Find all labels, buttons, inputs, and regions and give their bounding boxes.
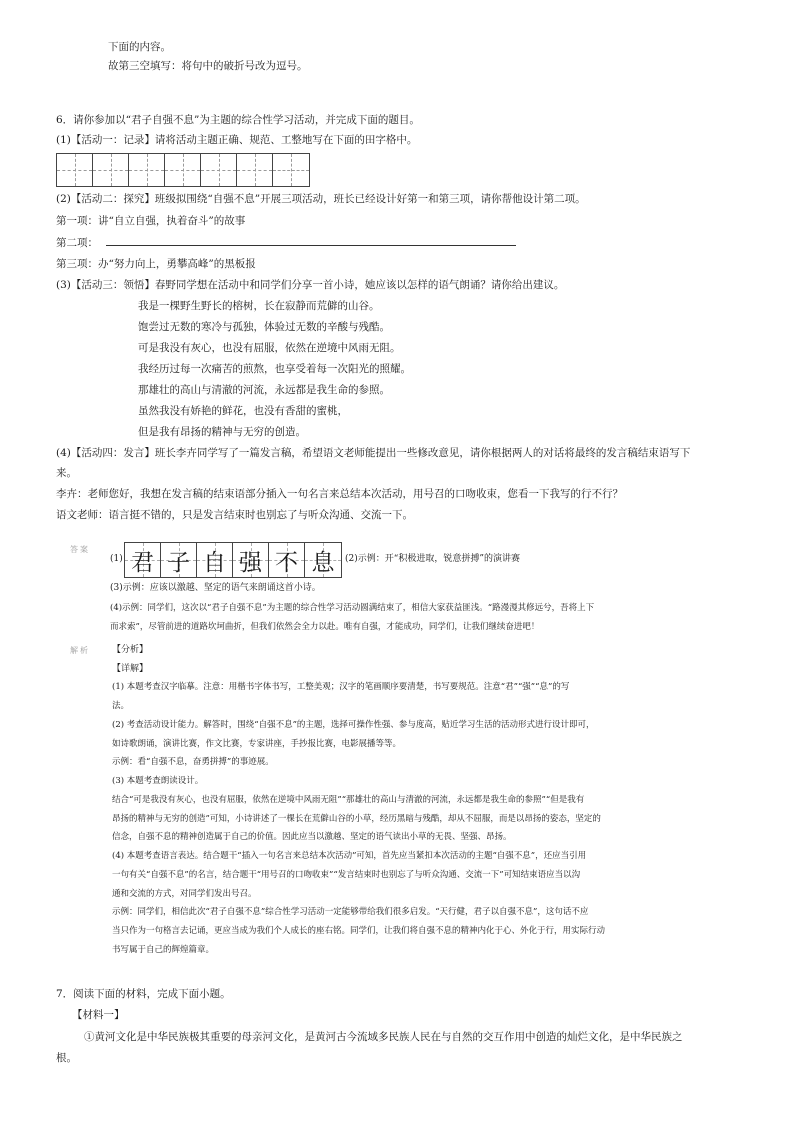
poem-line: 虽然我没有娇艳的鲜花，也没有香甜的蜜桃， [138, 405, 348, 417]
analysis-heading: 【分析】 [112, 645, 149, 655]
material-paragraph: ①黄河文化是中华民族极其重要的母亲河文化，是黄河古今流域多民族人民在与自然的交互作用中创造的灿烂文化，是中华民族之 [84, 1031, 683, 1043]
answer-part-4: (4)示例：同学们，这次以“君子自强不息”为主题的综合性学习活动圆满结束了，相信大家获益匪浅。“路漫漫其修远兮，吾将上下 [110, 603, 595, 613]
analysis-label: 解析 [70, 646, 90, 655]
answer-char-cell: 不 [269, 543, 305, 577]
analysis-line: 当只作为一句格言去记诵，更应当成为我们个人成长的座右铭。同学们，让我们将自强不息的精神内化于心、外化于行，用实际行动 [112, 926, 606, 936]
writing-grid[interactable] [56, 153, 310, 187]
item-1: 第一项：讲“自立自强，执着奋斗”的故事 [56, 215, 246, 227]
analysis-line: (3) 本题考查朗读设计。 [112, 776, 204, 786]
dialog-line: 李卉：老师您好，我想在发言稿的结束语部分插入一句名言来总结本次活动，用号召的口吻收束，您看一下我写的行不行？ [56, 488, 623, 500]
item-2: 第二项： [56, 237, 98, 249]
answer-part-1: (1) [110, 554, 123, 564]
grid-cell[interactable] [129, 154, 165, 186]
poem-line: 可是我没有灰心，也没有屈服，依然在逆境中风雨无阻。 [138, 342, 401, 354]
answer-char-cell: 强 [233, 543, 269, 577]
question-6-title: 6．请你参加以“君子自强不息”为主题的综合性学习活动，并完成下面的题目。 [56, 114, 420, 126]
answer-label: 答案 [70, 545, 90, 554]
poem-line: 那雄壮的高山与清澈的河流，永远都是我生命的参照。 [138, 384, 390, 396]
activity-3: (3)【活动三：领悟】春野同学想在活动中和同学们分享一首小诗，她应该以怎样的语气朗诵？请你给出建议。 [56, 279, 565, 291]
answer-part-3: (3)示例：应该以激越、坚定的语气来朗诵这首小诗。 [110, 583, 321, 593]
analysis-line: 法。 [112, 701, 130, 711]
analysis-line: 信念，自强不息的精神创造属于自己的价值。因此应当以激越、坚定的语气读出小草的无畏、坚强、昂扬。 [112, 832, 512, 842]
analysis-line: 示例：看“自强不息，奋勇拼搏”的事迹展。 [112, 757, 274, 767]
grid-cell[interactable] [201, 154, 237, 186]
analysis-line: (2) 考查活动设计能力。解答时，围绕“自强不息”的主题，选择可操作性强、参与度高，贴近学习生活的活动形式进行设计即可， [112, 720, 595, 730]
poem-line: 我是一棵野生野长的榕树，长在寂静而荒僻的山谷。 [138, 300, 380, 312]
item-3: 第三项：办“努力向上，勇攀高峰”的黑板报 [56, 258, 256, 270]
material-heading: 【材料一】 [72, 1009, 125, 1021]
analysis-line: 一句有关“自强不息”的名言，结合题干“用号召的口吻收束”“发言结束时也别忘了与听众沟通、交流一下”可知结束语应当以沟 [112, 870, 581, 880]
answer-character-grid [124, 542, 342, 578]
activity-2: (2)【活动二：探究】班级拟围绕“自强不息”开展三项活动，班长已经设计好第一和第三项，请你帮他设计第二项。 [56, 193, 586, 205]
text-line: 故第三空填写：将句中的破折号改为逗号。 [108, 60, 308, 72]
analysis-line: 昂扬的精神与无穷的创造”可知，小诗讲述了一棵长在荒僻山谷的小草，经历黑暗与残酷，却从不屈服，而是以昂扬的姿态，坚定的 [112, 814, 601, 824]
answer-part-4-cont: 而求索”，尽管前进的道路坎坷曲折，但我们依然会全力以赴。唯有自强，才能成功，同学们，让我们继续奋进吧！ [110, 622, 540, 632]
grid-cell[interactable] [237, 154, 273, 186]
analysis-line: (4) 本题考查语言表达。结合题干“插入一句名言来总结本次活动”可知，首先应当紧扣本次活动的主题“自强不息”，还应当引用 [112, 851, 587, 861]
grid-cell[interactable] [273, 154, 309, 186]
activity-4-cont: 来。 [56, 467, 77, 479]
analysis-line: 书写属于自己的辉煌篇章。 [112, 945, 215, 955]
answer-char-cell: 子 [161, 543, 197, 577]
text-line: 下面的内容。 [108, 41, 171, 53]
answer-char-cell: 君 [125, 543, 161, 577]
question-7-title: 7．阅读下面的材料，完成下面小题。 [56, 988, 231, 1000]
analysis-line: (1) 本题考查汉字临摹。注意：用楷书字体书写，工整美观；汉字的笔画顺序要清楚，书写要规范。注意“君”“强”“息”的写 [112, 682, 570, 692]
answer-part-2: (2)示例：开“积极进取，锐意拼搏”的演讲赛 [345, 554, 520, 564]
answer-char-cell: 息 [305, 543, 341, 577]
poem-line: 但是我有昂扬的精神与无穷的创造。 [138, 426, 306, 438]
grid-cell[interactable] [93, 154, 129, 186]
analysis-line: 通和交流的方式，对同学们发出号召。 [112, 889, 257, 899]
poem-line: 我经历过每一次痛苦的煎熬，也享受着每一次阳光的照耀。 [138, 363, 411, 375]
analysis-line: 示例：同学们，相信此次“君子自强不息”综合性学习活动一定能够带给我们很多启发。“天行健，君子以自强不息”，这句话不应 [112, 907, 589, 917]
analysis-line: 结合“可是我没有灰心，也没有屈服，依然在逆境中风雨无阻”“那雄壮的高山与清澈的河流，永远都是我生命的参照”“但是我有 [112, 795, 585, 805]
poem-line: 饱尝过无数的寒冷与孤独，体验过无数的辛酸与残酷。 [138, 321, 390, 333]
material-paragraph-cont: 根。 [56, 1052, 77, 1064]
grid-cell[interactable] [165, 154, 201, 186]
analysis-line: 如诗歌朗诵，演讲比赛，作文比赛，专家讲座，手抄报比赛，电影展播等等。 [112, 739, 402, 749]
grid-cell[interactable] [57, 154, 93, 186]
dialog-line: 语文老师：语言挺不错的，只是发言结束时也别忘了与听众沟通、交流一下。 [56, 509, 413, 521]
activity-1: (1)【活动一：记录】请将活动主题正确、规范、工整地写在下面的田字格中。 [56, 134, 418, 146]
analysis-heading: 【详解】 [112, 664, 149, 674]
activity-4: (4)【活动四：发言】班长李卉同学写了一篇发言稿，希望语文老师能提出一些修改意见，请你根据两人的对话将最终的发言稿结束语写下 [56, 447, 691, 459]
answer-char-cell: 自 [197, 543, 233, 577]
answer-blank-line[interactable] [106, 245, 516, 246]
